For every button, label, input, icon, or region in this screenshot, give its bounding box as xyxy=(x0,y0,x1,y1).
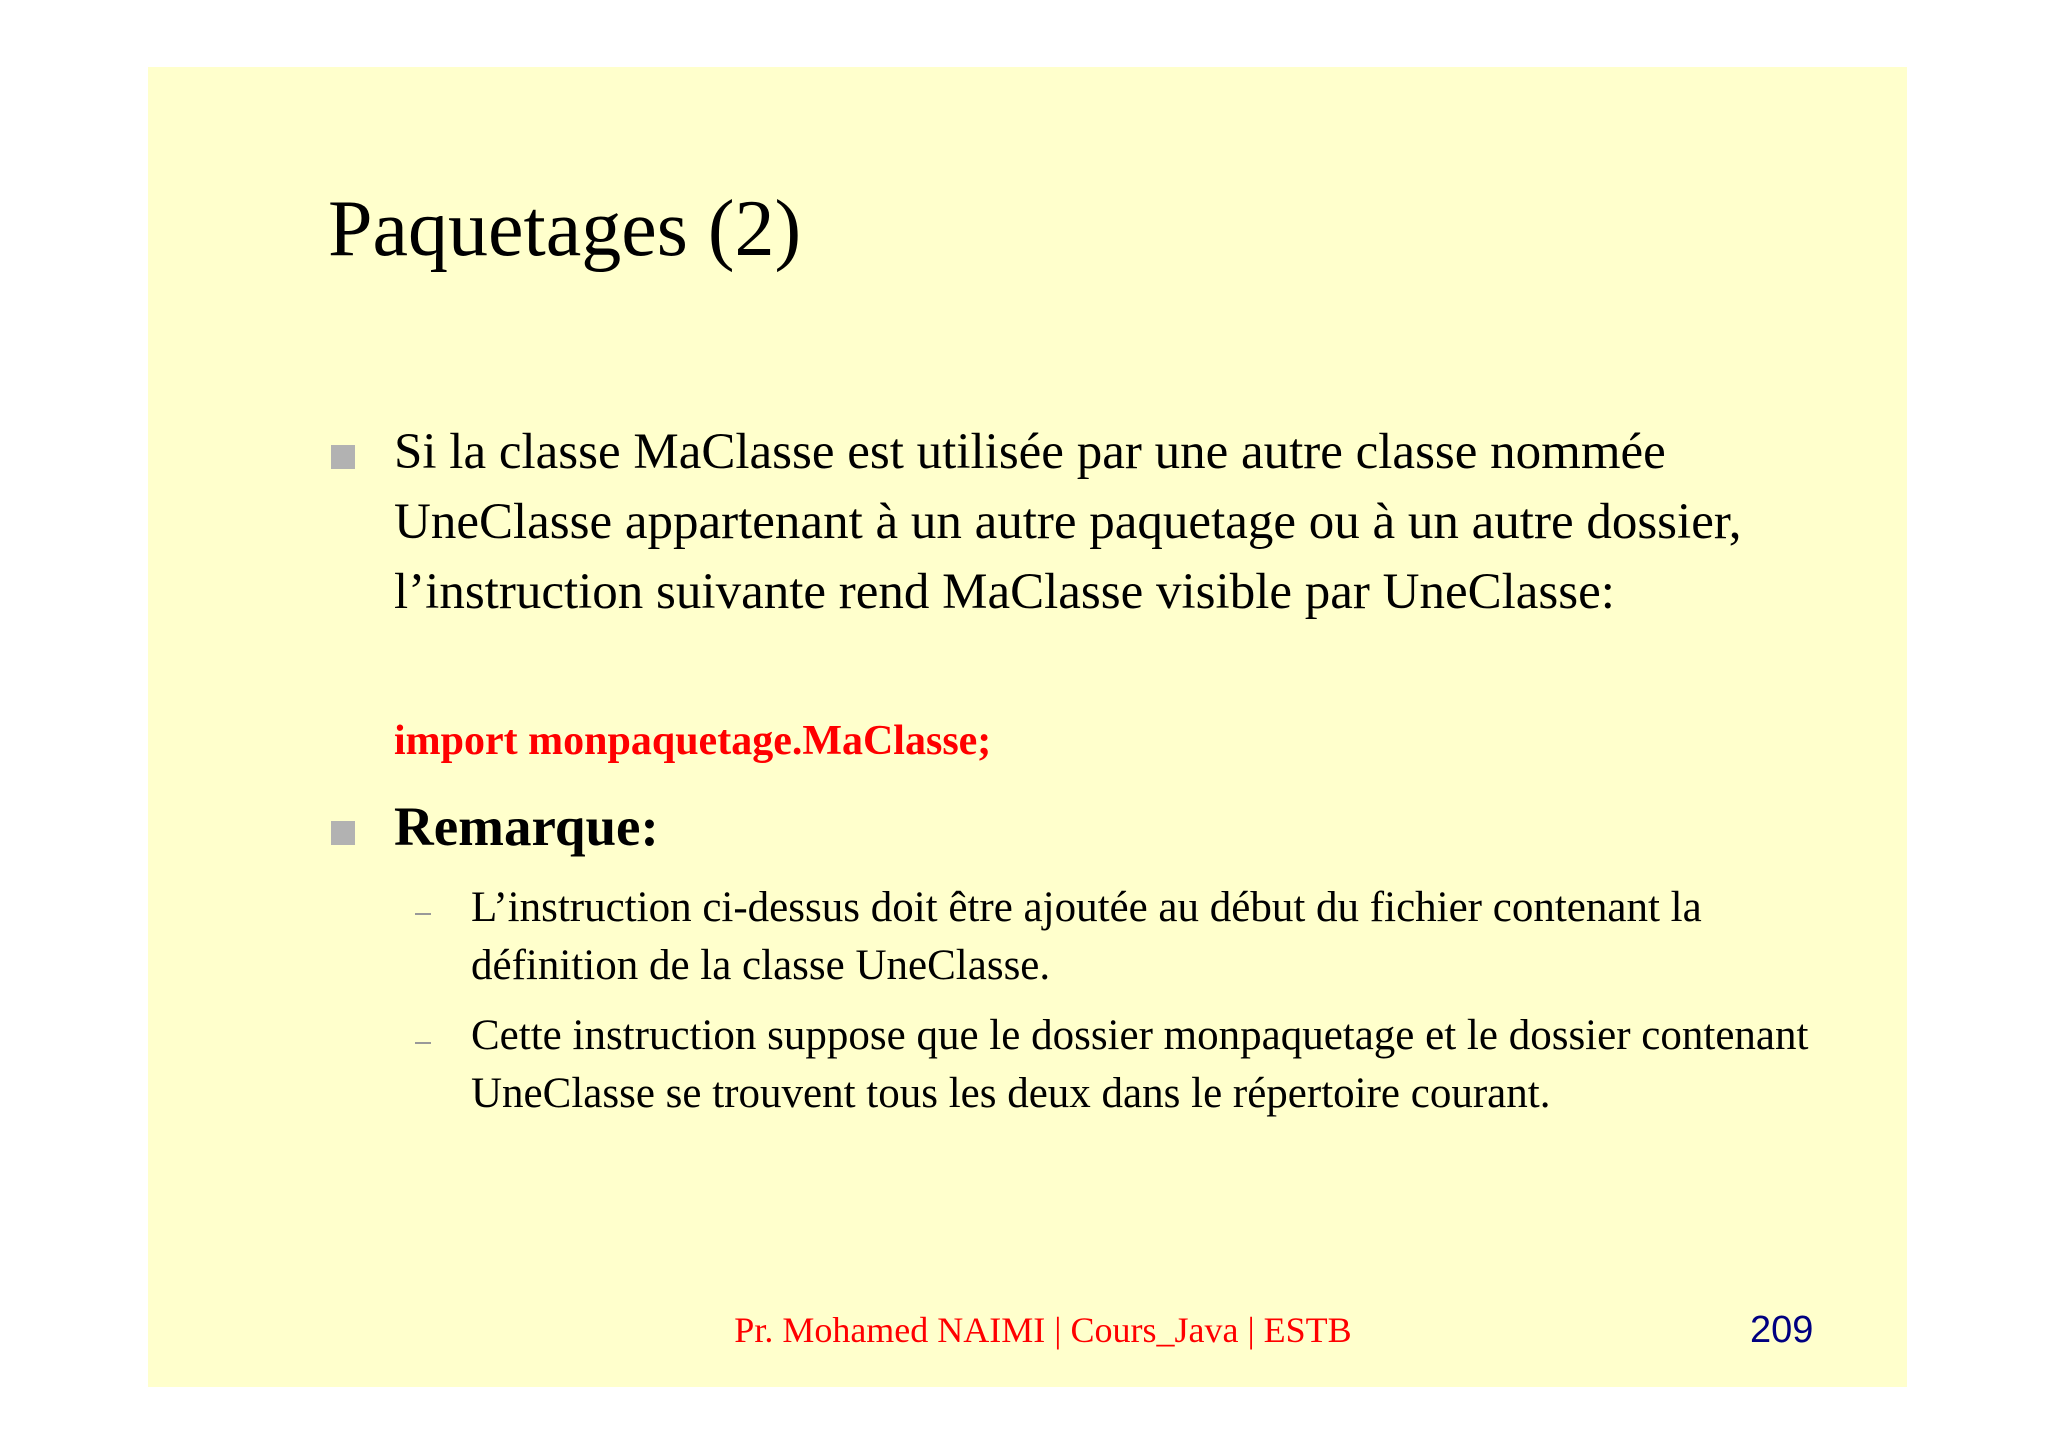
bullet-square-icon xyxy=(331,445,355,469)
code-line: import monpaquetage.MaClasse; xyxy=(394,718,992,764)
bullet-square-icon xyxy=(331,821,355,845)
page-number: 209 xyxy=(1750,1309,1814,1351)
slide xyxy=(148,67,1907,1387)
sub-item-2: Cette instruction suppose que le dossier monpaquetage et le dossier contenant UneClasse se trouvent tous les deux dans le répertoire courant. xyxy=(471,1012,1809,1117)
footer-text: Pr. Mohamed NAIMI | Cours_Java | ESTB xyxy=(734,1310,1352,1350)
dash-bullet-icon xyxy=(415,913,431,915)
bullet-text-2: Remarque: xyxy=(394,796,659,857)
slide-title: Paquetages (2) xyxy=(328,185,802,273)
dash-bullet-icon xyxy=(415,1042,431,1044)
sub-item-1: L’instruction ci-dessus doit être ajoutée au début du fichier contenant la définition de la classe UneClasse. xyxy=(471,884,1702,989)
bullet-text-1: Si la classe MaClasse est utilisée par une autre classe nommée UneClasse appartenant à un autre paquetage ou à un autre dossier, l’instruction suivante rend MaClasse visible par UneClasse: xyxy=(394,424,1742,620)
